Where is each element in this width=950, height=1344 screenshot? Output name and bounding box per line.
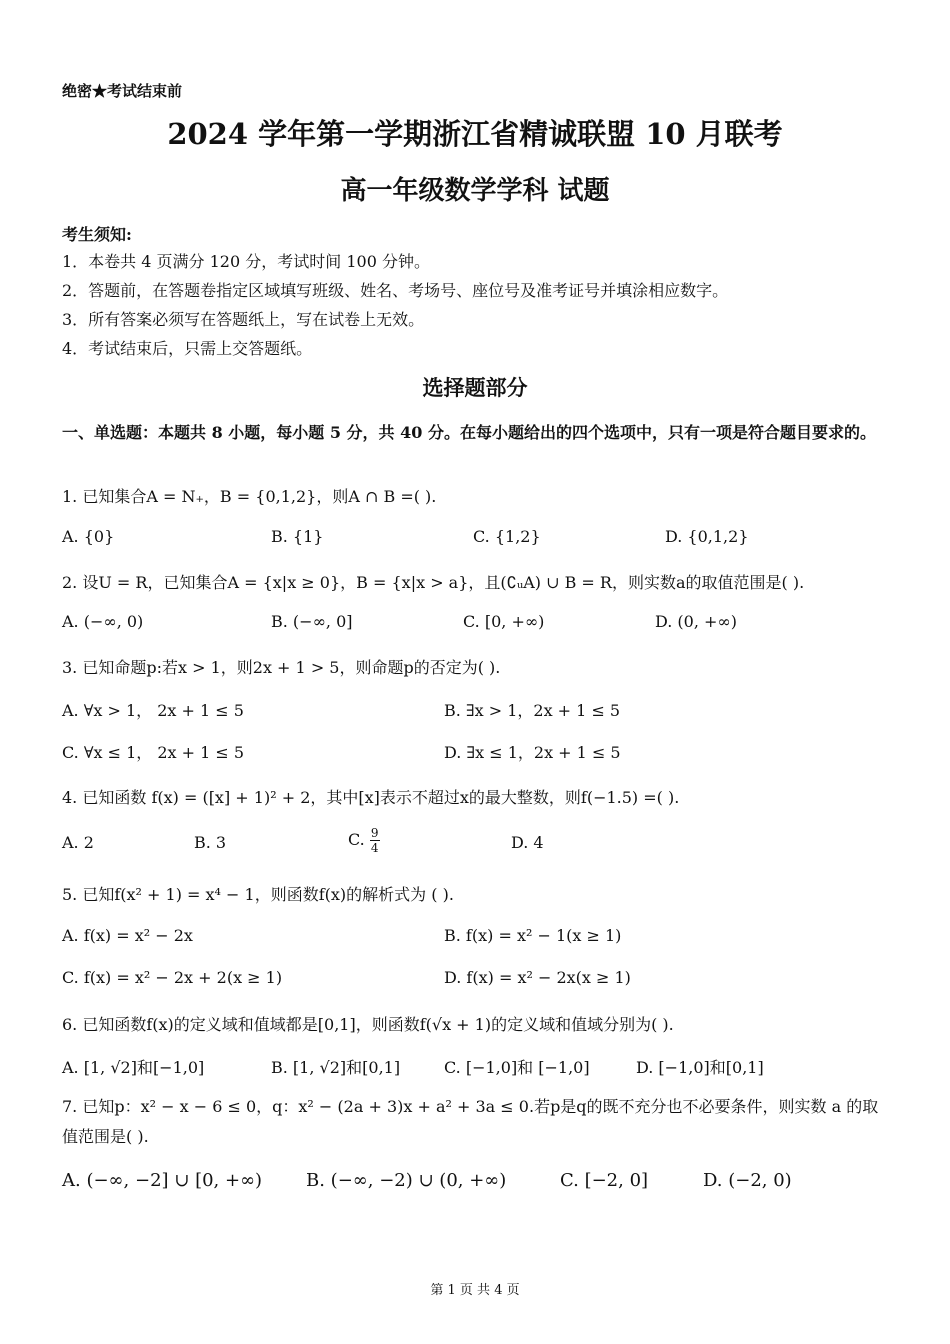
question-5-option-d: D. f(x) = x² − 2x(x ≥ 1) <box>444 968 631 987</box>
question-4-option-c-label: C. <box>348 830 365 849</box>
question-4-option-d: D. 4 <box>511 833 544 852</box>
notice-item: 1．本卷共 4 页满分 120 分，考试时间 100 分钟。 <box>62 252 430 271</box>
question-4-option-b: B. 3 <box>194 833 227 852</box>
question-1-stem: 1. 已知集合A = N₊，B = {0,1,2}，则A ∩ B =( ). <box>62 487 437 506</box>
question-1-option-c: C. {1,2} <box>473 527 541 546</box>
section-title: 选择题部分 <box>422 375 528 400</box>
question-5-option-c: C. f(x) = x² − 2x + 2(x ≥ 1) <box>62 968 283 987</box>
question-7-option-d: D. (−2, 0) <box>703 1170 792 1191</box>
question-1-option-a: A. {0} <box>62 527 115 546</box>
question-4-stem: 4. 已知函数 f(x) = ([x] + 1)² + 2，其中[x]表示不超过x的最大整数，则f(−1.5) =( ). <box>62 788 680 807</box>
question-2-stem: 2. 设U = R，已知集合A = {x|x ≥ 0}，B = {x|x > a}，且(∁ᵤA) ∪ B = R，则实数a的取值范围是( ). <box>62 573 805 592</box>
notice-item: 2．答题前，在答题卷指定区域填写班级、姓名、考场号、座位号及准考证号并填涂相应数字。 <box>62 281 729 300</box>
question-6-option-c: C. [−1,0]和 [−1,0] <box>444 1058 590 1077</box>
question-5-stem: 5. 已知f(x² + 1) = x⁴ − 1，则函数f(x)的解析式为 ( ). <box>62 885 454 904</box>
fraction <box>370 826 380 855</box>
question-1-option-d: D. {0,1,2} <box>665 527 749 546</box>
question-2-option-b: B. (−∞, 0] <box>271 612 353 631</box>
question-4-option-a: A. 2 <box>62 833 94 852</box>
question-6-stem: 6. 已知函数f(x)的定义域和值域都是[0,1]，则函数f(√x + 1)的定义域和值域分别为( ). <box>62 1015 674 1034</box>
question-7-option-a: A. (−∞, −2] ∪ [0, +∞) <box>62 1170 263 1191</box>
page-footer: 第 1 页 共 4 页 <box>430 1283 520 1298</box>
fraction-numerator: 9 <box>370 826 379 840</box>
question-7-option-b: B. (−∞, −2) ∪ (0, +∞) <box>306 1170 507 1191</box>
question-2-option-c: C. [0, +∞) <box>463 612 545 631</box>
question-2-option-d: D. (0, +∞) <box>655 612 737 631</box>
exam-title: 2024 学年第一学期浙江省精诚联盟 10 月联考 <box>167 117 783 151</box>
notice-item: 3．所有答案必须写在答题纸上，写在试卷上无效。 <box>62 310 425 329</box>
question-3-option-d: D. ∃x ≤ 1，2x + 1 ≤ 5 <box>444 743 621 762</box>
question-3-option-c: C. ∀x ≤ 1， 2x + 1 ≤ 5 <box>62 743 245 762</box>
question-7-stem: 7. 已知p：x² − x − 6 ≤ 0，q：x² − (2a + 3)x + a² + 3a ≤ 0.若p是q的既不充分也不必要条件，则实数 a 的取值范围是( ). <box>62 1097 879 1146</box>
question-6-option-a: A. [1, √2]和[−1,0] <box>62 1058 205 1077</box>
question-6-option-d: D. [−1,0]和[0,1] <box>636 1058 764 1077</box>
question-5-option-a: A. f(x) = x² − 2x <box>62 926 193 945</box>
fraction-denominator: 4 <box>370 841 379 855</box>
exam-subtitle: 高一年级数学学科 试题 <box>340 176 610 206</box>
confidential-label: 绝密★考试结束前 <box>62 82 183 100</box>
question-5-option-b: B. f(x) = x² − 1(x ≥ 1) <box>444 926 622 945</box>
question-3-stem: 3. 已知命题p:若x > 1，则2x + 1 > 5，则命题p的否定为( ). <box>62 658 501 677</box>
notice-title: 考生须知: <box>62 225 132 244</box>
question-4-option-c <box>348 826 380 855</box>
question-7-option-c: C. [−2, 0] <box>560 1170 649 1191</box>
question-6-option-b: B. [1, √2]和[0,1] <box>271 1058 401 1077</box>
question-3-option-b: B. ∃x > 1，2x + 1 ≤ 5 <box>444 701 621 720</box>
question-1-option-b: B. {1} <box>271 527 324 546</box>
notice-item: 4．考试结束后，只需上交答题纸。 <box>62 339 313 358</box>
question-3-option-a: A. ∀x > 1， 2x + 1 ≤ 5 <box>62 701 244 720</box>
part-one-heading: 一、单选题：本题共 8 小题，每小题 5 分，共 40 分。在每小题给出的四个选项中，只有一项是符合题目要求的。 <box>62 423 876 442</box>
question-2-option-a: A. (−∞, 0) <box>62 612 144 631</box>
